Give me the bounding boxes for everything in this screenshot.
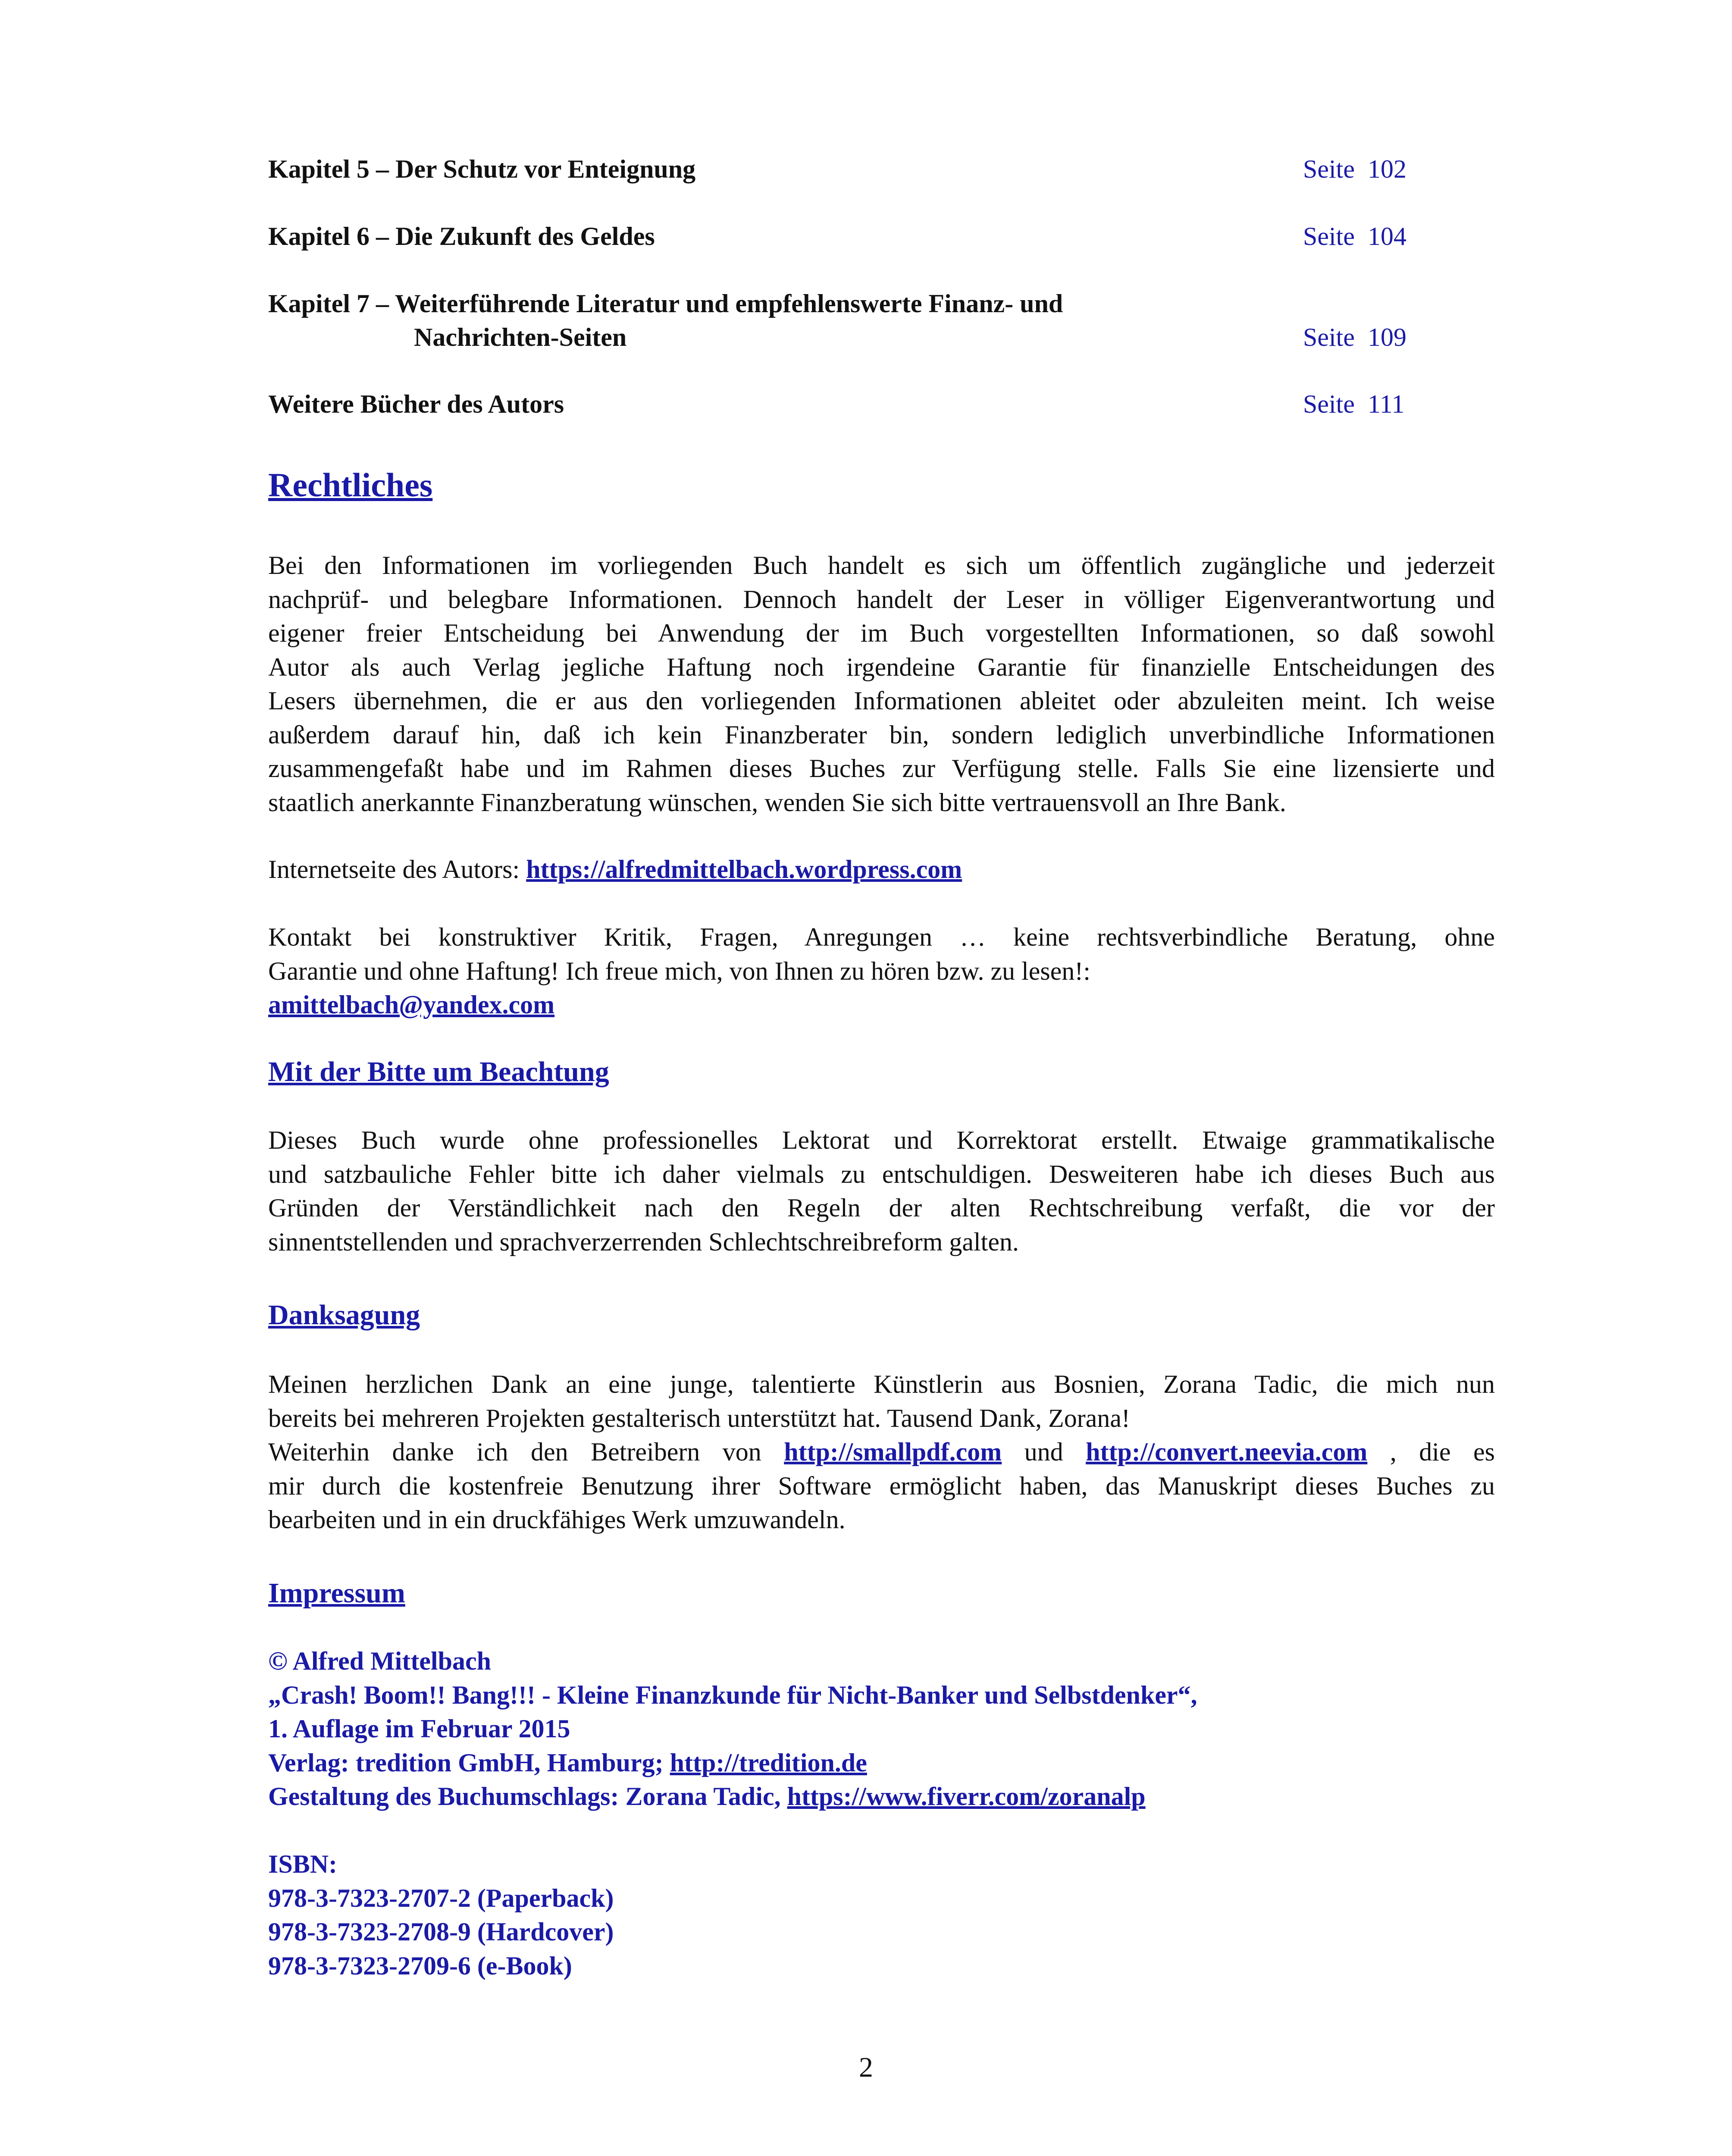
text-line: Bei den Informationen im vorliegenden Buch handelt es sich um öffentlich zugängliche und jederzeit [268, 551, 1495, 580]
toc-title: Kapitel 7 – Weiterführende Literatur und empfehlenswerte Finanz- und [268, 289, 1063, 318]
text-line: und satzbauliche Fehler bitte ich daher vielmals zu entschuldigen. Desweiteren habe ich dieses Buch aus [268, 1159, 1495, 1188]
toc-page: Seite 109 [1303, 323, 1406, 351]
toc-title: Kapitel 5 – Der Schutz vor Enteignung [268, 155, 696, 183]
impressum-publisher: Verlag: tredition GmbH, Hamburg; http://tredition.de [268, 1748, 867, 1777]
text-line: Garantie und ohne Haftung! Ich freue mich, von Ihnen zu hören bzw. zu lesen!: [268, 956, 1091, 985]
section-heading-beachtung: Mit der Bitte um Beachtung [268, 1056, 609, 1087]
text-line: mir durch die kostenfreie Benutzung ihrer Software ermöglicht haben, das Manuskript dieses Buches zu [268, 1471, 1495, 1500]
website-label: Internetseite des Autors: [268, 855, 526, 884]
text-line: staatlich anerkannte Finanzberatung wünschen, wenden Sie sich bitte vertrauensvoll an Ihre Bank. [268, 788, 1286, 817]
isbn-label: ISBN: [268, 1850, 338, 1878]
text-line: Dieses Buch wurde ohne professionelles Lektorat und Korrektorat erstellt. Etwaige grammatikalische [268, 1126, 1495, 1154]
isbn-block [268, 1847, 1495, 1983]
neevia-link[interactable]: http://convert.neevia.com [1086, 1438, 1368, 1466]
fiverr-link[interactable]: https://www.fiverr.com/zoranalp [787, 1782, 1146, 1811]
text-line: außerdem darauf hin, daß ich kein Finanzberater bin, sondern lediglich unverbindliche Informationen [268, 720, 1495, 749]
danksagung-paragraph [268, 1367, 1495, 1537]
isbn-ebook: 978-3-7323-2709-6 (e-Book) [268, 1951, 572, 1980]
text-line: nachprüf- und belegbare Informationen. Dennoch handelt der Leser in völliger Eigenverantwortung und [268, 585, 1495, 614]
text-line: Meinen herzlichen Dank an eine junge, talentierte Künstlerin aus Bosnien, Zorana Tadic, die mich nun [268, 1370, 1495, 1398]
author-website-link[interactable]: https://alfredmittelbach.wordpress.com [526, 855, 962, 884]
impressum-block [268, 1644, 1495, 1814]
tredition-link[interactable]: http://tredition.de [670, 1748, 867, 1777]
toc-page: Seite 104 [1303, 222, 1406, 251]
impressum-cover-design: Gestaltung des Buchumschlags: Zorana Tadic, https://www.fiverr.com/zoranalp [268, 1782, 1146, 1811]
section-heading-impressum: Impressum [268, 1577, 405, 1609]
contact-paragraph [268, 920, 1495, 1022]
text-line: Weiterhin danke ich den Betreibern von http://smallpdf.com und http://convert.neevia.com , die es [268, 1438, 1495, 1466]
text-line: zusammengefaßt habe und im Rahmen dieses Buches zur Verfügung stelle. Falls Sie eine lizensierte und [268, 754, 1495, 783]
text-line: bearbeiten und in ein druckfähiges Werk umzuwandeln. [268, 1505, 846, 1534]
text-line: eigener freier Entscheidung bei Anwendung der im Buch vorgestellten Informationen, so daß sowohl [268, 619, 1495, 647]
toc-page: Seite 111 [1303, 390, 1405, 418]
toc-title: Kapitel 6 – Die Zukunft des Geldes [268, 222, 655, 251]
toc-title-continuation: Nachrichten-Seiten [414, 323, 627, 351]
author-website [268, 852, 1495, 887]
text-line: bereits bei mehreren Projekten gestalterisch unterstützt hat. Tausend Dank, Zorana! [268, 1404, 1130, 1432]
impressum-author: © Alfred Mittelbach [268, 1647, 491, 1675]
section-heading-danksagung: Danksagung [268, 1299, 420, 1331]
smallpdf-link[interactable]: http://smallpdf.com [784, 1438, 1002, 1466]
text-line: Lesers übernehmen, die er aus den vorliegenden Informationen ableitet oder abzuleiten meint. Ich weise [268, 686, 1495, 715]
isbn-hardcover: 978-3-7323-2708-9 (Hardcover) [268, 1918, 614, 1946]
text-line: sinnentstellenden und sprachverzerrenden Schlechtschreibreform galten. [268, 1227, 1019, 1256]
email-link[interactable]: amittelbach@yandex.com [268, 990, 555, 1019]
impressum-book-title: „Crash! Boom!! Bang!!! - Kleine Finanzkunde für Nicht-Banker und Selbstdenker“, [268, 1680, 1197, 1709]
beachtung-paragraph [268, 1123, 1495, 1259]
text-line: Gründen der Verständlichkeit nach den Regeln der alten Rechtschreibung verfaßt, die vor der [268, 1194, 1495, 1222]
impressum-edition: 1. Auflage im Februar 2015 [268, 1714, 570, 1743]
toc-title: Weitere Bücher des Autors [268, 390, 564, 418]
text-line: Autor als auch Verlag jegliche Haftung noch irgendeine Garantie für finanzielle Entscheidungen des [268, 652, 1495, 681]
isbn-paperback: 978-3-7323-2707-2 (Paperback) [268, 1883, 614, 1912]
toc-page: Seite 102 [1303, 155, 1406, 183]
text-line: Kontakt bei konstruktiver Kritik, Fragen, Anregungen … keine rechtsverbindliche Beratung, ohne [268, 923, 1495, 951]
rechtliches-paragraph [268, 548, 1495, 819]
page-number: 2 [859, 2052, 873, 2083]
section-heading-rechtliches: Rechtliches [268, 466, 433, 504]
